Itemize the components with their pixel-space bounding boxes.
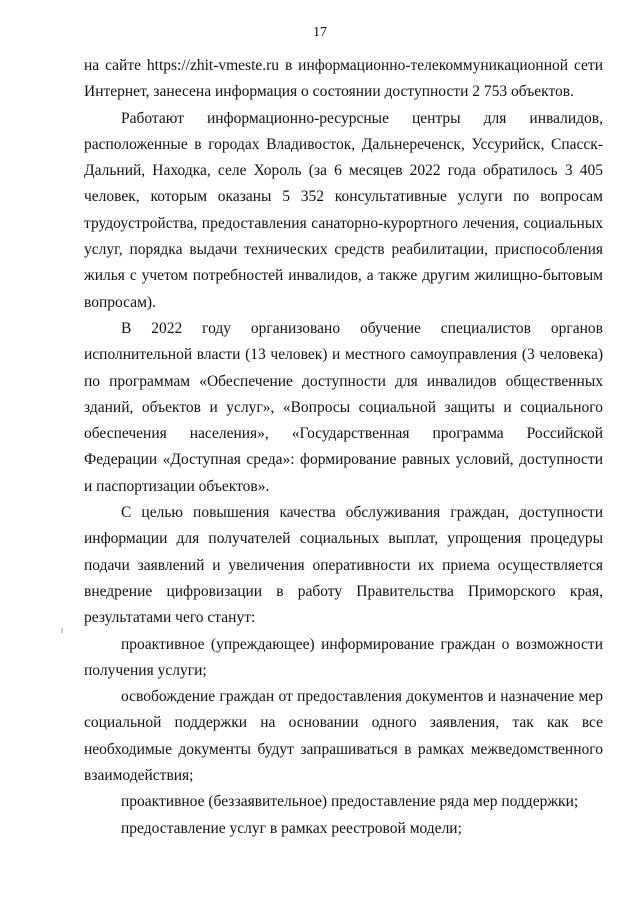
list-item-exemption-documents: освобождение граждан от предоставления документов и назначение мер социальной поддержки на основании одного заявления, так как все необходимые документы будут запрашиваться в рамках межведомственного взаимодействия; <box>84 688 603 785</box>
scan-mark <box>61 628 63 633</box>
paragraph-resource-centers: Работают информационно-ресурсные центры для инвалидов, расположенные в городах Владивосток, Дальнереченск, Уссурийск, Спасск-Дальний, Находка, селе Хороль (за 6 месяцев 2022 года обратилось 3 405 человек, которым оказаны 5 352 консультативные услуги по вопросам трудоустройства, предоставления санаторно-курортного лечения, социальных услуг, порядка выдачи технических средств реабилитации, приспособления жилья с учетом потребностей инвалидов, а также другим жилищно-бытовым вопросам). <box>84 109 603 311</box>
list-item-registry-model: предоставление услуг в рамках реестровой модели; <box>121 819 462 837</box>
page-number: 17 <box>313 25 327 40</box>
paragraph-continuation: на сайте https://zhit-vmeste.ru в информационно-телекоммуникационной сети Интернет, занесена информация о состоянии доступности 2 753 объектов. <box>84 57 603 101</box>
paragraph-digitalization: С целью повышения качества обслуживания граждан, доступности информации для получателей социальных выплат, упрощения процедуры подачи заявлений и увеличения оперативности их приема осуществляется внедрение цифровизации в работу Правительства Приморского края, результатами чего станут: <box>84 504 603 627</box>
paragraph-training: В 2022 году организовано обучение специалистов органов исполнительной власти (13 человек) и местного самоуправления (3 человека) по программам «Обеспечение доступности для инвалидов общественных зданий, объектов и услуг», «Вопросы социальной защиты и социального обеспечения населения», «Государственная программа Российской Федерации «Доступная среда»: формирование равных условий, доступности и паспортизации объектов». <box>84 319 603 495</box>
list-item-proactive-informing: проактивное (упреждающее) информирование граждан о возможности получения услуги; <box>84 635 603 679</box>
document-body <box>84 53 603 842</box>
list-item-proactive-support: проактивное (беззаявительное) предоставление ряда мер поддержки; <box>121 793 579 811</box>
